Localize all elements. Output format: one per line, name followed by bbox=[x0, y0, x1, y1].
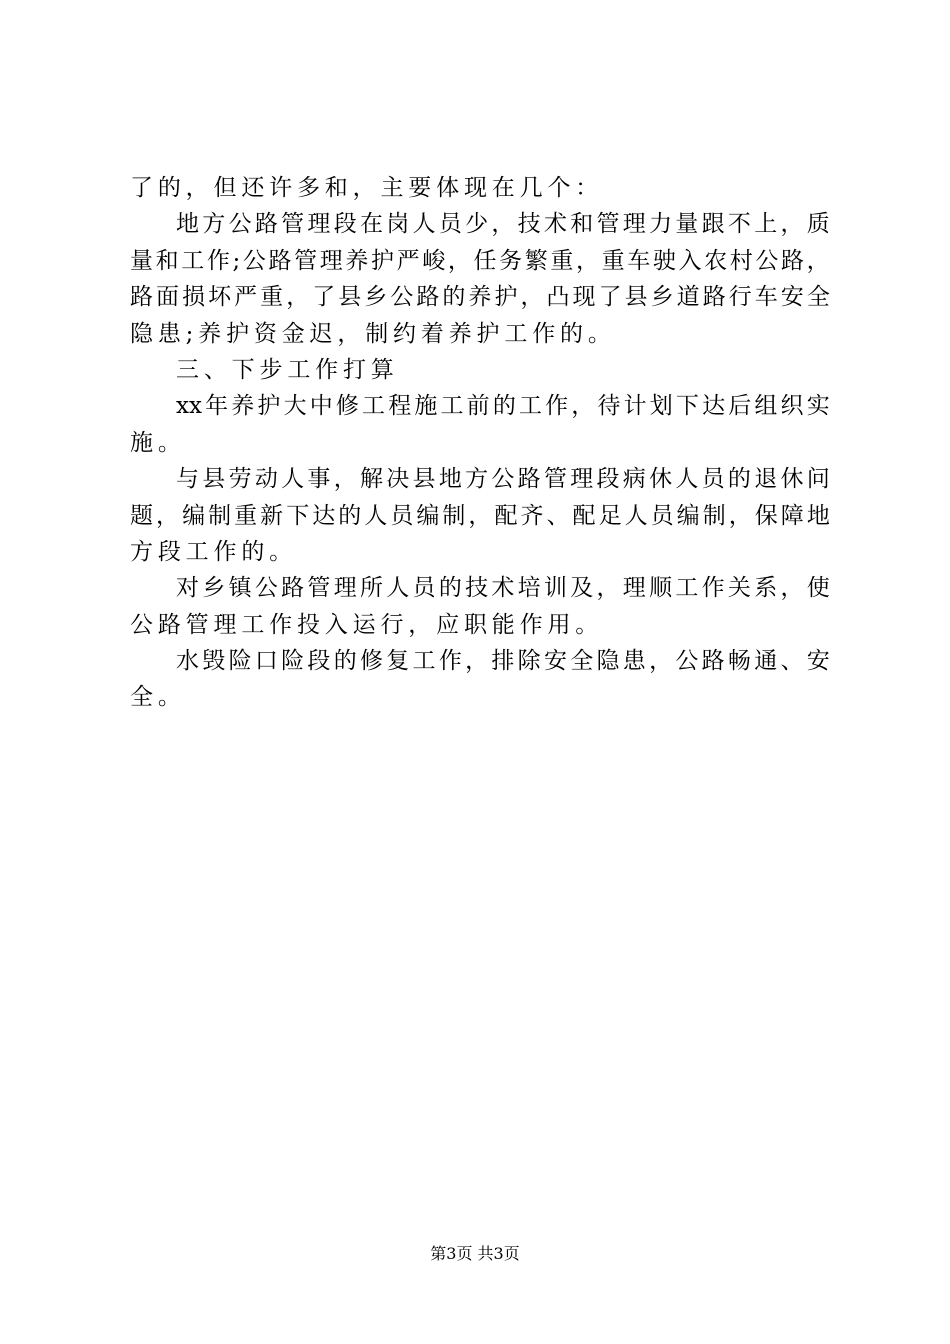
text-line: 地 方 公 路 管 理 段 在 岗 人 员 少 ， 技 术 和 管 理 力 量 跟 不 上 ， 质 bbox=[176, 211, 830, 238]
text-line: 路 面 损 坏 严 重 ， 了 县 乡 公 路 的 养 护 ， 凸 现 了 县 乡 道 路 行 车 安 全 bbox=[130, 284, 830, 311]
text-line: 隐患;养护资金迟，制约着养护工作的。 bbox=[130, 320, 616, 347]
document-body bbox=[130, 170, 830, 716]
text-line: 施。 bbox=[130, 429, 186, 456]
text-line: xx 年 养 护 大 中 修 工 程 施 工 前 的 工 作 ， 待 计 划 下 达 后 组 织 实 bbox=[176, 393, 830, 420]
text-line: 对 乡 镇 公 路 管 理 所 人 员 的 技 术 培 训 及 ， 理 顺 工 作 关 系 ， 使 bbox=[176, 575, 830, 602]
text-line: 水 毁 险 口 险 段 的 修 复 工 作 ， 排 除 安 全 隐 患 ， 公 路 畅 通 、 安 bbox=[176, 648, 830, 675]
text-line: 全。 bbox=[130, 684, 186, 711]
text-line: 题 ， 编 制 重 新 下 达 的 人 员 编 制 ， 配 齐 、 配 足 人 员 编 制 ， 保 障 地 bbox=[130, 502, 830, 529]
text-line: 方段工作的。 bbox=[130, 538, 297, 565]
page-footer: 第3页 共3页 bbox=[430, 1244, 520, 1263]
text-line: 量 和 工 作 ; 公 路 管 理 养 护 严 峻 ， 任 务 繁 重 ， 重 车 驶 入 农 村 公 路 ， bbox=[130, 247, 830, 274]
text-line: 与 县 劳 动 人 事 ， 解 决 县 地 方 公 路 管 理 段 病 休 人 员 的 退 休 问 bbox=[176, 466, 830, 493]
text-line: 公路管理工作投入运行，应职能作用。 bbox=[130, 611, 604, 638]
text-line: 了的，但还许多和，主要体现在几个： bbox=[130, 175, 604, 201]
text-line: 三、下步工作打算 bbox=[176, 356, 399, 383]
